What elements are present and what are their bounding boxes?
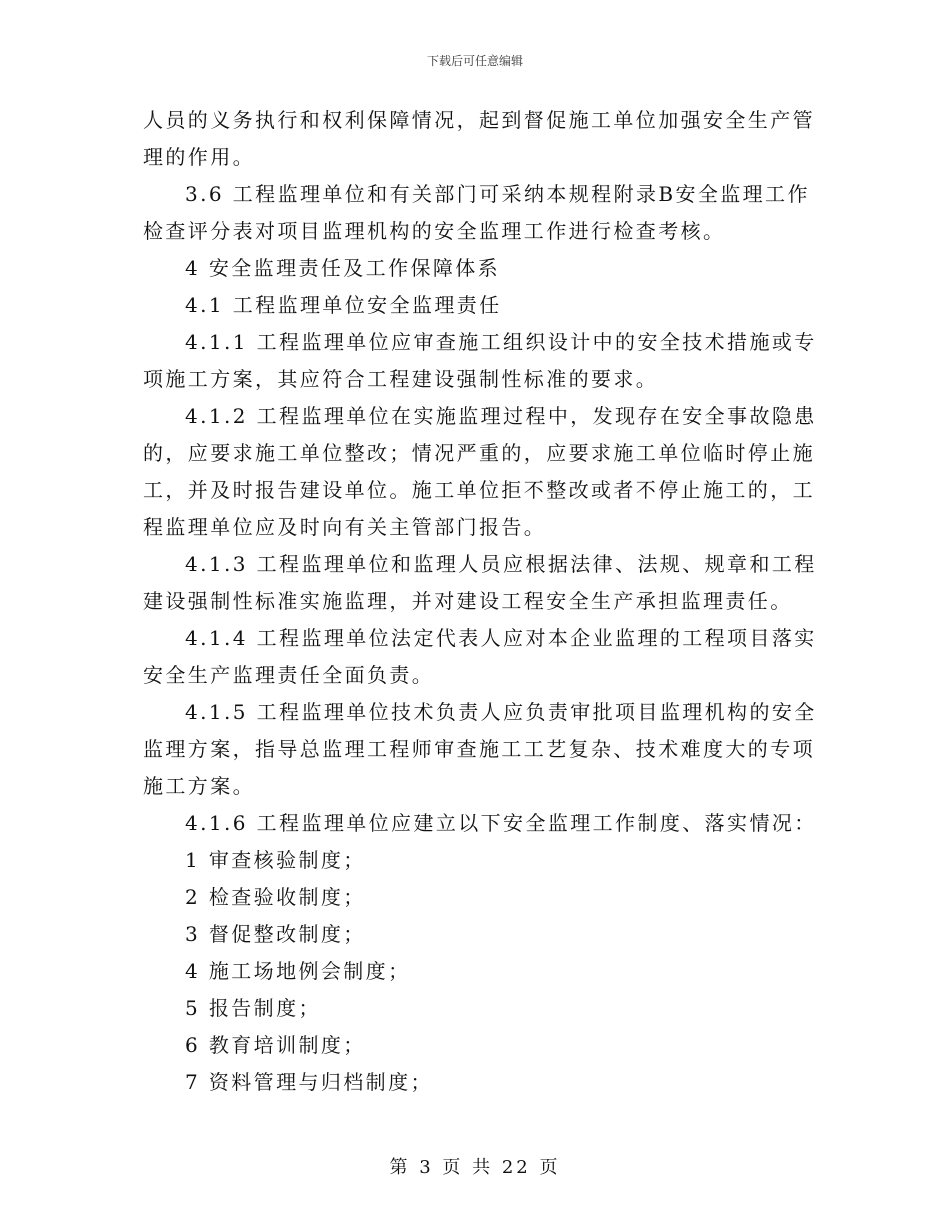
- text-line: 4 安全监理责任及工作保障体系: [185, 256, 501, 280]
- text-line: 建设强制性标准实施监理，并对建设工程安全生产承担监理责任。: [143, 589, 793, 613]
- text-line: 3.6 工程监理单位和有关部门可采纳本规程附录B安全监理工作: [185, 182, 810, 206]
- document-body: [143, 102, 817, 1101]
- text-line: 的，应要求施工单位整改；情况严重的，应要求施工单位临时停止施: [143, 441, 815, 465]
- text-line: 4.1.1 工程监理单位应审查施工组织设计中的安全技术措施或专: [185, 330, 817, 354]
- text-line: 4.1.5 工程监理单位技术负责人应负责审批项目监理机构的安全: [185, 700, 817, 724]
- page-number-footer: 第 3 页 共 22 页: [389, 1157, 561, 1178]
- text-line: 程监理单位应及时向有关主管部门报告。: [143, 515, 547, 539]
- text-line: 监理方案，指导总监理工程师审查施工工艺复杂、技术难度大的专项: [143, 737, 815, 761]
- text-line: 4.1 工程监理单位安全监理责任: [185, 293, 502, 317]
- text-line: 施工方案。: [143, 774, 255, 798]
- text-line: 6 教育培训制度；: [185, 1033, 366, 1057]
- text-line: 5 报告制度；: [185, 996, 321, 1020]
- text-line: 检查评分表对项目监理机构的安全监理工作进行检查考核。: [143, 219, 726, 243]
- text-line: 工，并及时报告建设单位。施工单位拒不整改或者不停止施工的，工: [143, 478, 815, 502]
- text-line: 4.1.6 工程监理单位应建立以下安全监理工作制度、落实情况：: [185, 811, 817, 835]
- text-line: 人员的义务执行和权利保障情况，起到督促施工单位加强安全生产管: [143, 108, 815, 132]
- text-line: 4.1.3 工程监理单位和监理人员应根据法律、法规、规章和工程: [185, 552, 817, 576]
- text-line: 2 检查验收制度；: [185, 885, 366, 909]
- text-line: 4.1.2 工程监理单位在实施监理过程中，发现存在安全事故隐患: [185, 404, 817, 428]
- text-line: 3 督促整改制度；: [185, 922, 366, 946]
- text-line: 项施工方案，其应符合工程建设强制性标准的要求。: [143, 367, 659, 391]
- text-line: 安全生产监理责任全面负责。: [143, 663, 435, 687]
- text-line: 4.1.4 工程监理单位法定代表人应对本企业监理的工程项目落实: [185, 626, 817, 650]
- text-line: 4 施工场地例会制度；: [185, 959, 411, 983]
- page-header: 下载后可任意编辑: [426, 54, 523, 68]
- text-line: 理的作用。: [143, 145, 255, 169]
- text-line: 7 资料管理与归档制度；: [185, 1070, 433, 1094]
- text-line: 1 审查核验制度；: [185, 848, 366, 872]
